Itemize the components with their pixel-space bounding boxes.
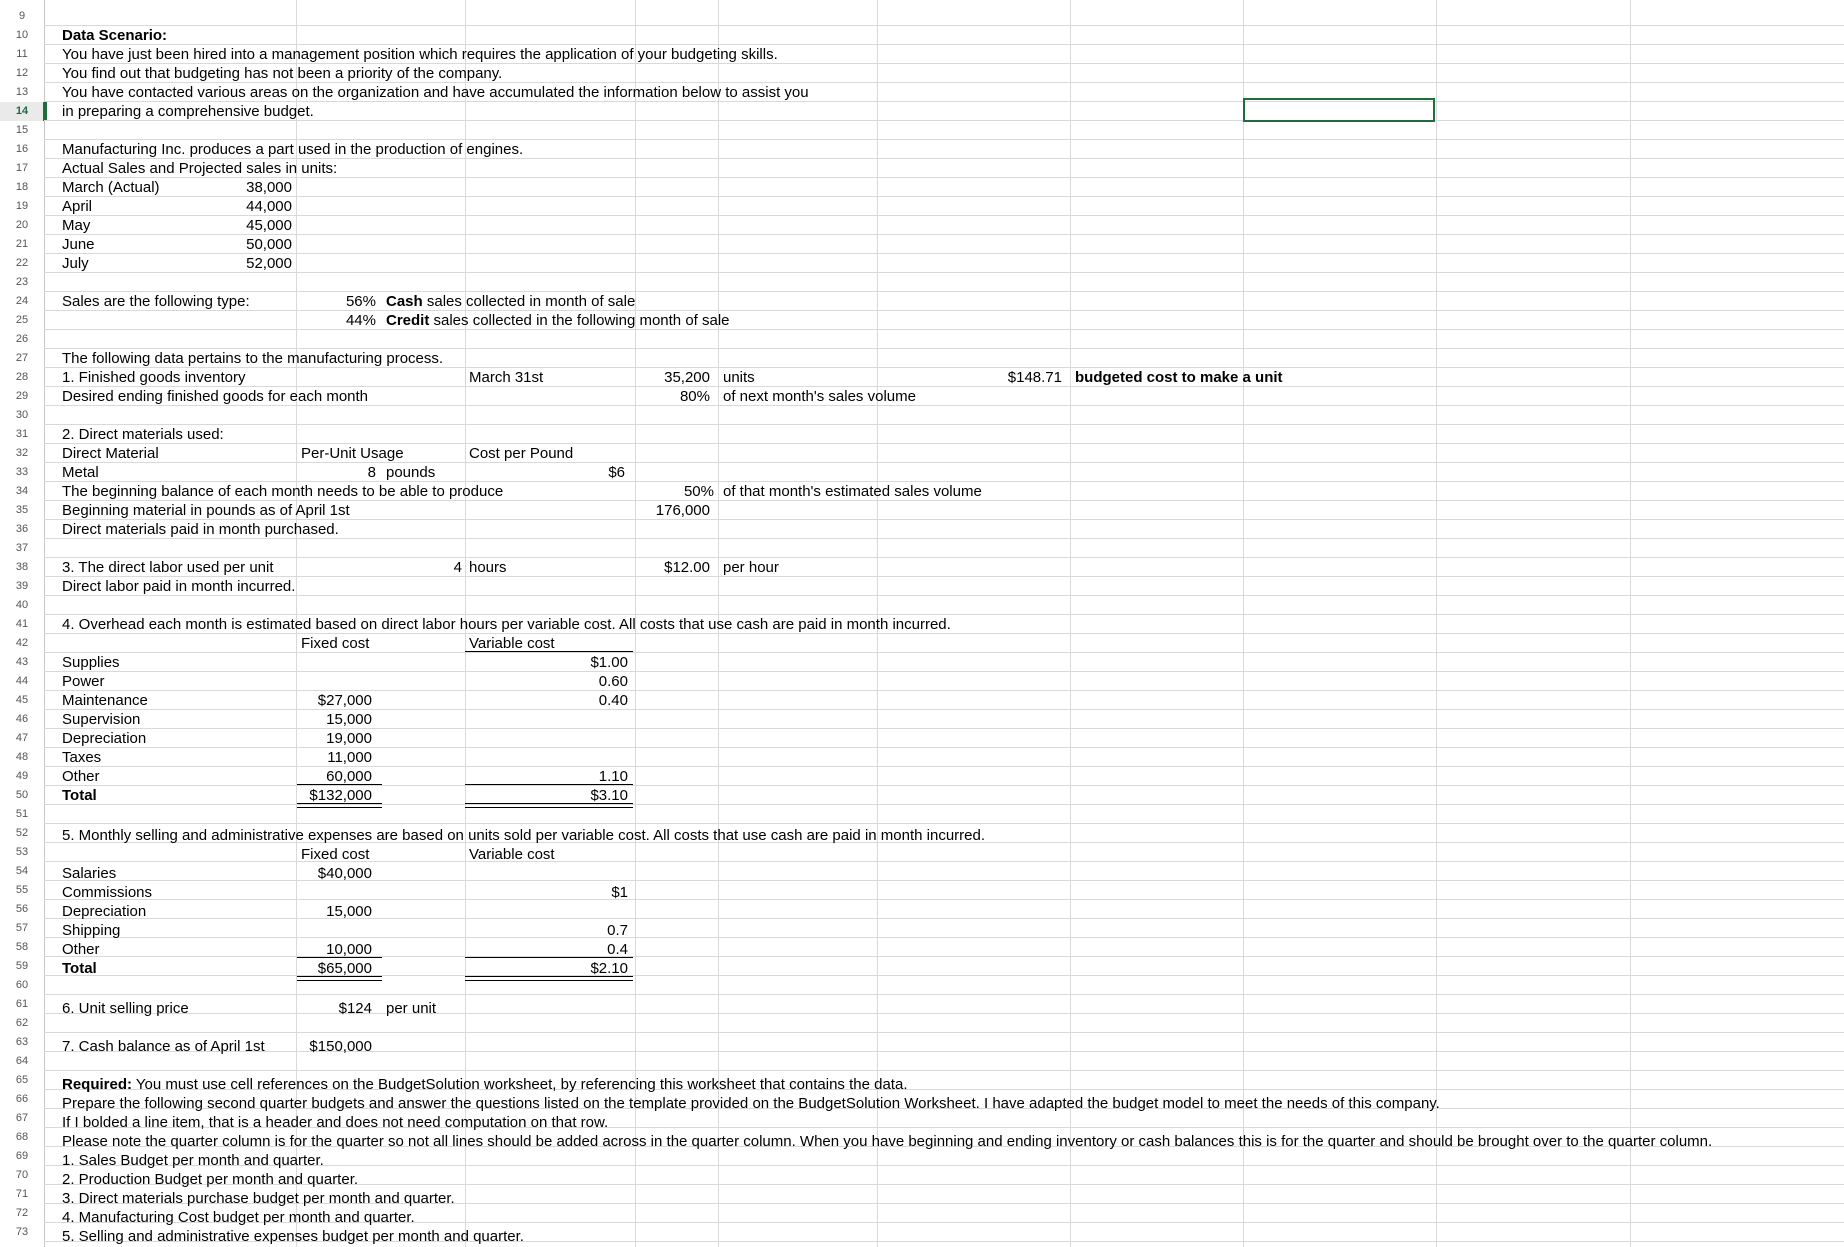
overhead-row-label: Power — [62, 673, 105, 690]
overhead-row-label: Other — [62, 768, 100, 785]
required-item: 5. Selling and administrative expenses budget per month and quarter. — [62, 1228, 524, 1245]
overhead-row-fixed: 11,000 — [327, 749, 372, 766]
sales-month-value: 38,000 — [246, 179, 292, 196]
sales-subhead: Actual Sales and Projected sales in units: — [62, 160, 338, 177]
overhead-row-variable: 0.40 — [598, 692, 628, 709]
overhead-row-label: Maintenance — [62, 692, 148, 709]
sga-row-variable — [540, 902, 628, 921]
row-gridline — [44, 823, 1844, 824]
sga-variable-sum-line — [465, 957, 633, 958]
scenario-line-3: You have contacted various areas on the organization and have accumulated the information below to assist you — [62, 84, 809, 101]
sga-row-fixed: 10,000 — [326, 941, 372, 958]
row-gridline — [44, 234, 1844, 235]
desired-ending-text: of next month's sales volume — [723, 388, 916, 405]
fg-cost: $148.71 — [1007, 369, 1062, 386]
overhead-row-fixed: 60,000 — [326, 768, 372, 785]
row-number[interactable]: 22 — [15, 257, 29, 269]
row-number[interactable]: 63 — [15, 1036, 29, 1048]
sga-row-fixed — [296, 921, 372, 940]
overhead-row-fixed — [296, 653, 372, 672]
row-number[interactable]: 58 — [15, 941, 29, 953]
dm-beg-mat-label: Beginning material in pounds as of April 1st — [62, 502, 350, 519]
row-gridline — [44, 253, 1844, 254]
sga-row-label: Shipping — [62, 922, 121, 939]
row-number[interactable]: 47 — [15, 732, 29, 744]
row-number[interactable]: 64 — [15, 1055, 29, 1067]
sales-month-value: 44,000 — [246, 198, 292, 215]
overhead-fixed-header: Fixed cost — [301, 635, 370, 652]
cash-value: $150,000 — [309, 1038, 372, 1055]
row-number[interactable]: 72 — [15, 1207, 29, 1219]
row-number[interactable]: 17 — [15, 162, 29, 174]
overhead-row-fixed: 19,000 — [326, 730, 372, 747]
sga-total-variable: $2.10 — [590, 960, 628, 977]
row-number[interactable]: 26 — [15, 333, 29, 345]
sga-row-fixed: 15,000 — [326, 903, 372, 920]
row-number[interactable]: 27 — [15, 352, 29, 364]
row-number[interactable]: 25 — [15, 314, 29, 326]
row-gridline — [44, 272, 1844, 273]
row-number[interactable]: 54 — [15, 865, 29, 877]
row-number[interactable]: 73 — [15, 1226, 29, 1238]
sga-fixed-total-line — [297, 976, 382, 981]
overhead-heading: 4. Overhead each month is estimated based on direct labor hours per variable cost. All costs that use cash are paid in month incurred. — [62, 616, 951, 633]
row-number[interactable]: 33 — [15, 466, 29, 478]
row-number[interactable]: 50 — [15, 789, 29, 801]
overhead-row-fixed: 15,000 — [326, 711, 372, 728]
row-number[interactable]: 32 — [15, 447, 29, 459]
row-number[interactable]: 35 — [15, 504, 29, 516]
overhead-total-fixed: $132,000 — [309, 787, 372, 804]
dm-usage-unit: pounds — [386, 464, 436, 481]
dl-hours-unit: hours — [469, 559, 507, 576]
dm-beg-label: The beginning balance of each month needs to be able to produce — [62, 483, 504, 500]
fg-units-label: units — [723, 369, 755, 386]
column-gridline — [1243, 0, 1244, 1247]
dm-cost: $6 — [608, 464, 625, 481]
row-gridline — [44, 1032, 1844, 1033]
row-number[interactable]: 41 — [15, 618, 29, 630]
required-item: 2. Production Budget per month and quarter. — [62, 1171, 359, 1188]
row-number[interactable]: 49 — [15, 770, 29, 782]
row-number[interactable]: 57 — [15, 922, 29, 934]
overhead-row-label: Taxes — [62, 749, 102, 766]
dl-rate: $12.00 — [664, 559, 710, 576]
overhead-variable-sum-line — [465, 784, 633, 785]
dm-col-cost: Cost per Pound — [469, 445, 574, 462]
sga-row-label: Other — [62, 941, 100, 958]
row-number[interactable]: 67 — [15, 1112, 29, 1124]
scenario-line-2: You find out that budgeting has not been a priority of the company. — [62, 65, 503, 82]
sales-month-label: April — [62, 198, 93, 215]
dm-paid-label: Direct materials paid in month purchased. — [62, 521, 339, 538]
required-line-2: Prepare the following second quarter budgets and answer the questions listed on the template provided on the BudgetSolution Worksheet. I have adapted the budget model to meet the needs of this company. — [62, 1095, 1440, 1112]
row-number[interactable]: 42 — [15, 637, 29, 649]
dm-col-material: Direct Material — [62, 445, 159, 462]
overhead-row-variable — [540, 748, 628, 767]
row-gridline — [44, 576, 1844, 577]
row-number[interactable]: 10 — [15, 29, 29, 41]
sga-row-variable: 0.7 — [607, 922, 628, 939]
required-line-4: Please note the quarter column is for the quarter so not all lines should be added across in the quarter column. When you have beginning and ending inventory or cash balances this is for the quarter and should be brought over to the quarter column. — [62, 1133, 1713, 1150]
row-number[interactable]: 48 — [15, 751, 29, 763]
row-number[interactable]: 59 — [15, 960, 29, 972]
overhead-row-fixed: $27,000 — [317, 692, 372, 709]
overhead-row-variable: $1.00 — [590, 654, 628, 671]
required-line-3: If I bolded a line item, that is a header and does not need computation on that row. — [62, 1114, 609, 1131]
row-number[interactable]: 14 — [0, 102, 44, 121]
row-number[interactable]: 61 — [15, 998, 29, 1010]
row-number[interactable]: 21 — [15, 238, 29, 250]
sga-heading: 5. Monthly selling and administrative expenses are based on units sold per variable cost. All costs that use cash are paid in month incurred. — [62, 827, 986, 844]
row-number[interactable]: 65 — [15, 1074, 29, 1086]
row-number[interactable]: 24 — [15, 295, 29, 307]
row-number[interactable]: 62 — [15, 1017, 29, 1029]
cash-label: 7. Cash balance as of April 1st — [62, 1038, 265, 1055]
price-value: $124 — [338, 1000, 372, 1017]
overhead-total-label: Total — [62, 787, 97, 804]
scenario-heading: Data Scenario: — [62, 27, 168, 44]
row-number[interactable]: 46 — [15, 713, 29, 725]
row-gridline — [44, 595, 1844, 596]
row-gridline — [44, 215, 1844, 216]
row-gridline — [44, 25, 1844, 26]
overhead-total-variable: $3.10 — [590, 787, 628, 804]
sga-variable-total-line — [465, 976, 633, 981]
required-line-1: Required: You must use cell references on the BudgetSolution worksheet, by referencing this worksheet that contains the data. — [62, 1076, 908, 1093]
overhead-row-variable — [540, 729, 628, 748]
sga-row-label: Depreciation — [62, 903, 147, 920]
row-gridline — [44, 424, 1844, 425]
row-number[interactable]: 13 — [15, 86, 29, 98]
row-number[interactable]: 16 — [15, 143, 29, 155]
overhead-row-label: Depreciation — [62, 730, 147, 747]
row-number[interactable]: 55 — [15, 884, 29, 896]
sales-month-label: March (Actual) — [62, 179, 160, 196]
row-gridline — [44, 557, 1844, 558]
row-number[interactable]: 66 — [15, 1093, 29, 1105]
overhead-row-variable: 1.10 — [598, 768, 628, 785]
sga-row-label: Commissions — [62, 884, 153, 901]
overhead-row-variable — [540, 710, 628, 729]
row-number[interactable]: 39 — [15, 580, 29, 592]
scenario-line-1: You have just been hired into a management position which requires the application of your budgeting skills. — [62, 46, 778, 63]
sga-row-fixed: $40,000 — [317, 865, 372, 882]
fg-units: 35,200 — [664, 369, 710, 386]
overhead-fixed-sum-line — [297, 784, 382, 785]
required-item: 3. Direct materials purchase budget per month and quarter. — [62, 1190, 455, 1207]
dm-material: Metal — [62, 464, 99, 481]
row-number[interactable]: 15 — [15, 124, 29, 136]
sales-month-value: 45,000 — [246, 217, 292, 234]
credit-sales-pct: 44% — [345, 312, 376, 329]
cash-sales-pct: 56% — [345, 293, 376, 310]
row-gridline — [44, 1070, 1844, 1071]
overhead-row-variable: 0.60 — [598, 673, 628, 690]
row-number[interactable]: 43 — [15, 656, 29, 668]
dm-usage: 8 — [367, 464, 376, 481]
sga-fixed-sum-line — [297, 957, 382, 958]
sga-total-label: Total — [62, 960, 97, 977]
row-number[interactable]: 23 — [15, 276, 29, 288]
selected-cell[interactable] — [1243, 98, 1435, 122]
row-number[interactable]: 56 — [15, 903, 29, 915]
sales-month-label: June — [62, 236, 95, 253]
sales-intro: Manufacturing Inc. produces a part used in the production of engines. — [62, 141, 524, 158]
dm-beg-pct: 50% — [683, 483, 714, 500]
row-gridline — [44, 994, 1844, 995]
sga-fixed-header: Fixed cost — [301, 846, 370, 863]
sales-month-label: May — [62, 217, 91, 234]
overhead-row-fixed — [296, 672, 372, 691]
row-number[interactable]: 11 — [16, 48, 28, 60]
row-number[interactable]: 34 — [15, 485, 29, 497]
sales-type-label: Sales are the following type: — [62, 293, 250, 310]
column-gridline — [1630, 0, 1631, 1247]
fg-label: 1. Finished goods inventory — [62, 369, 246, 386]
overhead-variable-header: Variable cost — [469, 635, 555, 652]
row-number[interactable]: 71 — [15, 1188, 29, 1200]
desired-ending-pct: 80% — [679, 388, 710, 405]
sales-month-label: July — [62, 255, 89, 272]
row-number[interactable]: 51 — [15, 808, 29, 820]
dm-beg-text: of that month's estimated sales volume — [723, 483, 982, 500]
mfg-intro: The following data pertains to the manufacturing process. — [62, 350, 444, 367]
required-item: 1. Sales Budget per month and quarter. — [62, 1152, 324, 1169]
price-unit: per unit — [386, 1000, 437, 1017]
row-number[interactable]: 40 — [15, 599, 29, 611]
price-label: 6. Unit selling price — [62, 1000, 189, 1017]
scenario-line-4: in preparing a comprehensive budget. — [62, 103, 314, 120]
row-number[interactable]: 31 — [15, 428, 29, 440]
sales-month-value: 50,000 — [246, 236, 292, 253]
row-number[interactable]: 70 — [15, 1169, 29, 1181]
row-number[interactable]: 44 — [15, 675, 29, 687]
credit-sales-desc: Credit sales collected in the following month of sale — [386, 312, 730, 329]
cash-sales-desc: Cash sales collected in month of sale — [386, 293, 636, 310]
dm-col-usage: Per-Unit Usage — [301, 445, 404, 462]
overhead-variable-total-line — [465, 803, 633, 808]
overhead-variable-header-underline — [465, 651, 633, 652]
row-number[interactable]: 37 — [15, 542, 29, 554]
row-number[interactable]: 38 — [15, 561, 29, 573]
sga-total-fixed: $65,000 — [317, 960, 372, 977]
dl-paid-label: Direct labor paid in month incurred. — [62, 578, 296, 595]
required-item: 4. Manufacturing Cost budget per month and quarter. — [62, 1209, 415, 1226]
column-gridline — [1436, 0, 1437, 1247]
sga-row-variable: $1 — [611, 884, 628, 901]
dm-beg-mat-value: 176,000 — [655, 502, 710, 519]
row-number[interactable]: 19 — [15, 200, 29, 212]
desired-ending-label: Desired ending finished goods for each month — [62, 388, 369, 405]
row-gridline — [44, 196, 1844, 197]
fg-date: March 31st — [469, 369, 544, 386]
row-number[interactable]: 28 — [15, 371, 29, 383]
sga-row-label: Salaries — [62, 865, 117, 882]
row-number[interactable]: 18 — [15, 181, 29, 193]
dl-label: 3. The direct labor used per unit — [62, 559, 274, 576]
column-gridline — [1070, 0, 1071, 1247]
row-gridline — [44, 120, 1844, 121]
overhead-row-label: Supplies — [62, 654, 120, 671]
overhead-row-label: Supervision — [62, 711, 141, 728]
sga-row-variable: 0.4 — [607, 941, 628, 958]
row-number[interactable]: 45 — [15, 694, 29, 706]
dl-hours: 4 — [453, 559, 462, 576]
sales-month-value: 52,000 — [246, 255, 292, 272]
sga-row-variable — [540, 864, 628, 883]
row-number[interactable]: 52 — [15, 827, 29, 839]
row-number[interactable]: 69 — [15, 1150, 29, 1162]
dm-heading: 2. Direct materials used: — [62, 426, 224, 443]
row-number[interactable]: 29 — [15, 390, 29, 402]
row-number[interactable]: 20 — [15, 219, 29, 231]
row-number[interactable]: 60 — [15, 979, 29, 991]
row-number[interactable]: 9 — [18, 10, 26, 22]
fg-cost-label: budgeted cost to make a unit — [1075, 369, 1283, 386]
row-number[interactable]: 30 — [15, 409, 29, 421]
row-number[interactable]: 36 — [15, 523, 29, 535]
dl-rate-unit: per hour — [723, 559, 779, 576]
sga-row-fixed — [296, 883, 372, 902]
row-number[interactable]: 68 — [15, 1131, 29, 1143]
row-number[interactable]: 12 — [15, 67, 29, 79]
row-number[interactable]: 53 — [15, 846, 29, 858]
overhead-fixed-total-line — [297, 803, 382, 808]
sga-variable-header: Variable cost — [469, 846, 555, 863]
